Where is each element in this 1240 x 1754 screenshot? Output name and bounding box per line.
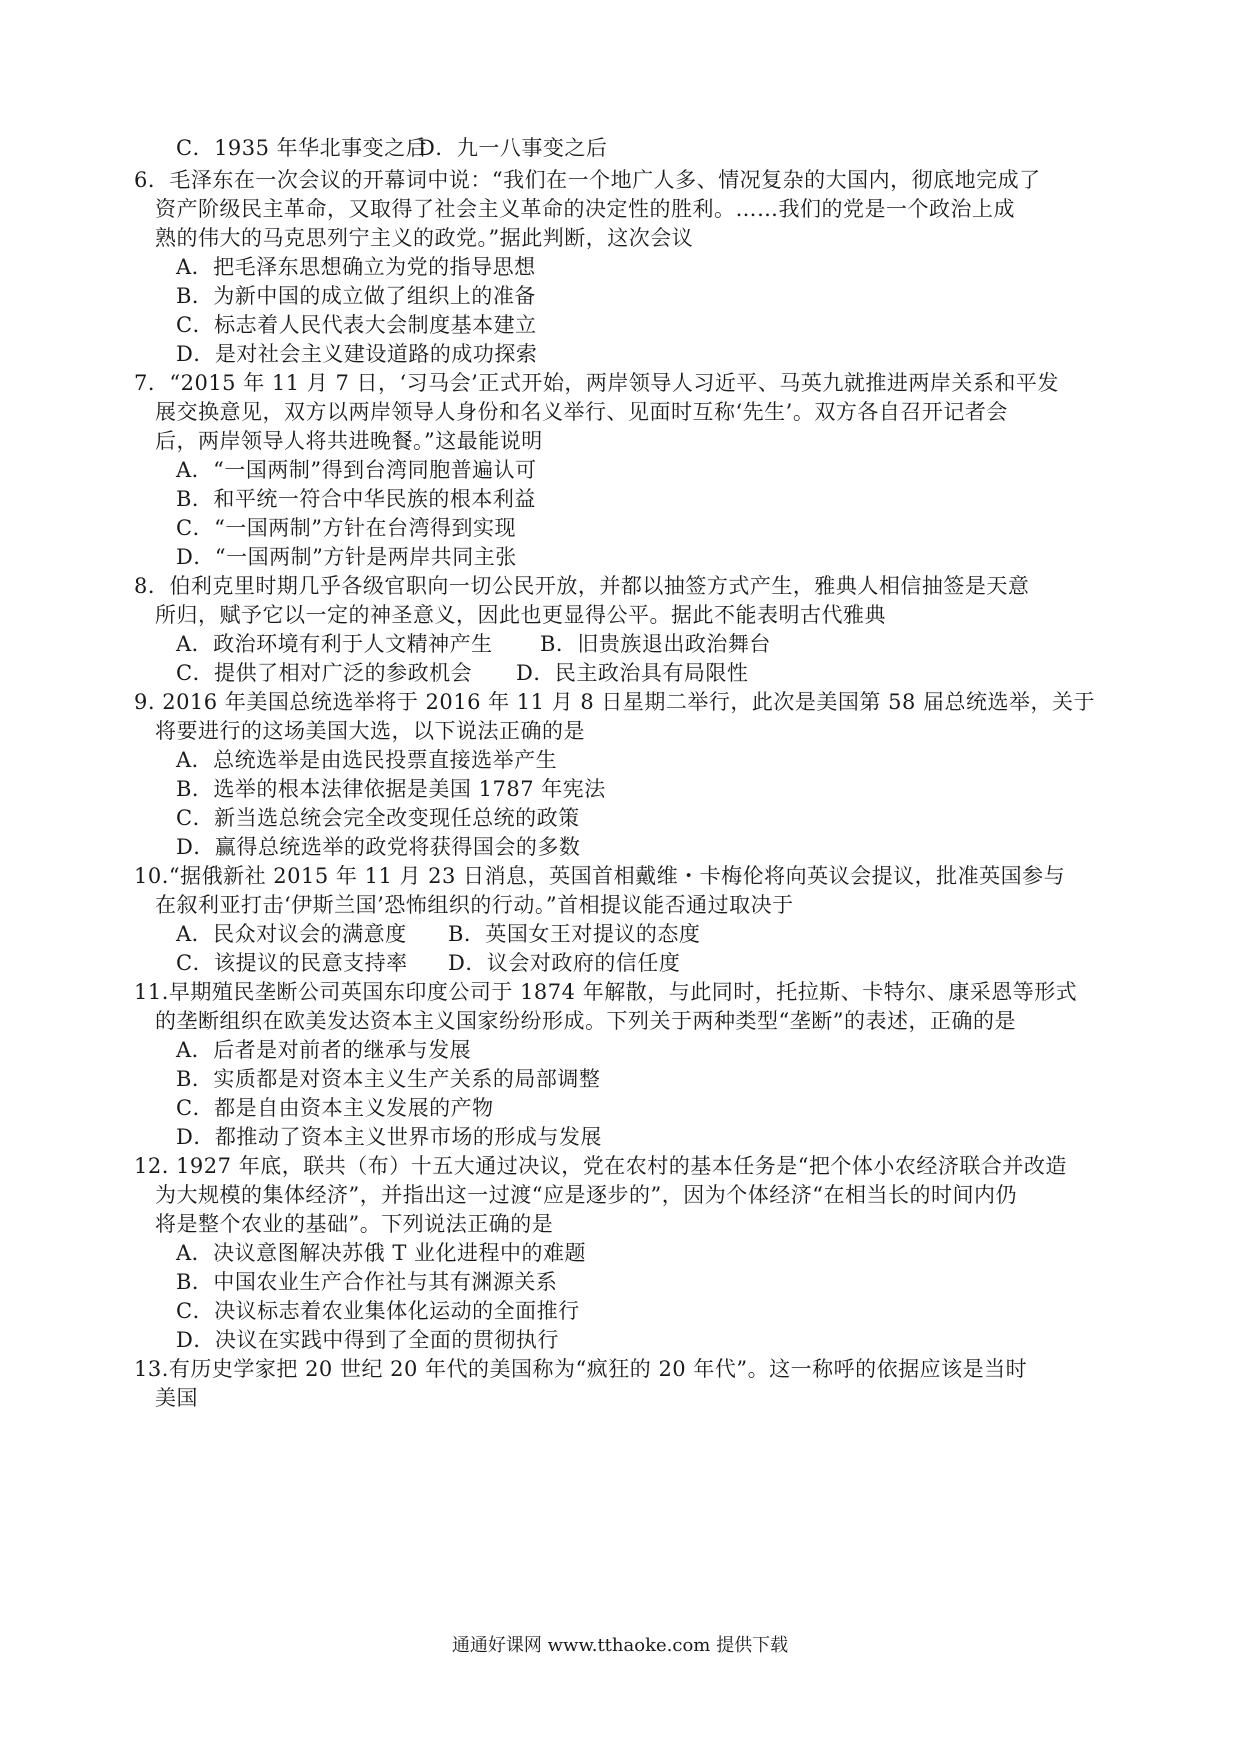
option-a: A．政治环境有利于人文精神产生 (176, 632, 493, 656)
option-d: D．“一国两制”方针是两岸共同主张 (176, 545, 517, 569)
option-b: B．旧贵族退出政治舞台 (540, 632, 771, 656)
question-11-stem-cont: 的垄断组织在欧美发达资本主义国家纷纷形成。下列关于两种类型“垄断”的表述，正确的是 (155, 1009, 1016, 1033)
option-d: D．赢得总统选举的政党将获得国会的多数 (176, 835, 581, 859)
option-c: C．1935 年华北事变之后 (176, 136, 428, 160)
option-c: C．“一国两制”方针在台湾得到实现 (176, 516, 517, 540)
option-c: C．该提议的民意支持率 (176, 951, 408, 975)
option-d: D．九一八事变之后 (418, 136, 608, 160)
question-12-stem-cont: 为大规模的集体经济”，并指出这一过渡“应是逐步的”，因为个体经济“在相当长的时间内仍 (155, 1183, 1017, 1207)
question-6-stem-cont: 资产阶级民主革命，又取得了社会主义革命的决定性的胜利。……我们的党是一个政治上成 (155, 197, 1015, 221)
question-13-stem-cont: 美国 (155, 1386, 198, 1410)
option-b: B．选举的根本法律依据是美国 1787 年宪法 (176, 777, 606, 801)
option-a: A．总统选举是由选民投票直接选举产生 (176, 748, 558, 772)
question-12-stem-cont: 将是整个农业的基础”。下列说法正确的是 (155, 1212, 554, 1236)
option-b: B．为新中国的成立做了组织上的准备 (176, 284, 536, 308)
option-c: C．标志着人民代表大会制度基本建立 (176, 313, 537, 337)
option-b: B．实质都是对资本主义生产关系的局部调整 (176, 1067, 601, 1091)
question-7-stem-cont: 后，两岸领导人将共进晚餐。”这最能说明 (155, 429, 543, 453)
question-8-stem-cont: 所归，赋予它以一定的神圣意义，因此也更显得公平。据此不能表明古代雅典 (155, 603, 886, 627)
option-c: C．决议标志着农业集体化运动的全面推行 (176, 1299, 580, 1323)
question-6-stem-cont: 熟的伟大的马克思列宁主义的政党。”据此判断，这次会议 (155, 226, 694, 250)
question-9-stem-cont: 将要进行的这场美国大选，以下说法正确的是 (155, 719, 585, 743)
question-10-stem: 10.“据俄新社 2015 年 11 月 23 日消息，英国首相戴维・卡梅伦将向英议会提议，批准英国参与 (134, 864, 1066, 888)
option-b: B．中国农业生产合作社与其有渊源关系 (176, 1270, 558, 1294)
option-d: D．民主政治具有局限性 (516, 661, 749, 685)
option-d: D．都推动了资本主义世界市场的形成与发展 (176, 1125, 602, 1149)
option-b: B．和平统一符合中华民族的根本利益 (176, 487, 536, 511)
question-9-stem: 9. 2016 年美国总统选举将于 2016 年 11 月 8 日星期二举行，此次是美国第 58 届总统选举，关于 (134, 690, 1095, 714)
option-d: D．决议在实践中得到了全面的贯彻执行 (176, 1328, 559, 1352)
option-a: A．后者是对前者的继承与发展 (176, 1038, 472, 1062)
page-footer: 通通好课网 www.tthaoke.com 提供下载 (451, 1635, 789, 1656)
question-11-stem: 11.早期殖民垄断公司英国东印度公司于 1874 年解散，与此同时，托拉斯、卡特尔、康采恩等形式 (134, 980, 1078, 1004)
option-c: C．提供了相对广泛的参政机会 (176, 661, 473, 685)
option-a: A．“一国两制”得到台湾同胞普遍认可 (176, 458, 537, 482)
question-6-stem: 6．毛泽东在一次会议的开幕词中说：“我们在一个地广人多、情况复杂的大国内，彻底地完成了 (134, 168, 1041, 192)
option-c: C．新当选总统会完全改变现任总统的政策 (176, 806, 580, 830)
question-8-stem: 8．伯利克里时期几乎各级官职向一切公民开放，并都以抽签方式产生，雅典人相信抽签是天意 (134, 574, 1030, 598)
option-a: A．民众对议会的满意度 (176, 922, 407, 946)
question-7-stem-cont: 展交换意见，双方以两岸领导人身份和名义举行、见面时互称‘先生’。双方各自召开记者会 (155, 400, 1008, 424)
option-a: A．把毛泽东思想确立为党的指导思想 (176, 255, 536, 279)
option-b: B．英国女王对提议的态度 (448, 922, 701, 946)
option-a: A．决议意图解决苏俄 T 业化进程中的难题 (176, 1241, 587, 1265)
question-7-stem: 7．“2015 年 11 月 7 日，‘习马会’正式开始，两岸领导人习近平、马英九就推进两岸关系和平发 (134, 371, 1059, 395)
question-13-stem: 13.有历史学家把 20 世纪 20 年代的美国称为“疯狂的 20 年代”。这一称呼的依据应该是当时 (134, 1357, 1028, 1381)
option-d: D．议会对政府的信任度 (448, 951, 681, 975)
question-10-stem-cont: 在叙利亚打击‘伊斯兰国’恐怖组织的行动。”首相提议能否通过取决于 (155, 893, 794, 917)
option-c: C．都是自由资本主义发展的产物 (176, 1096, 494, 1120)
question-12-stem: 12. 1927 年底，联共（布）十五大通过决议，党在农村的基本任务是“把个体小农经济联合并改造 (134, 1154, 1067, 1178)
option-d: D．是对社会主义建设道路的成功探索 (176, 342, 538, 366)
